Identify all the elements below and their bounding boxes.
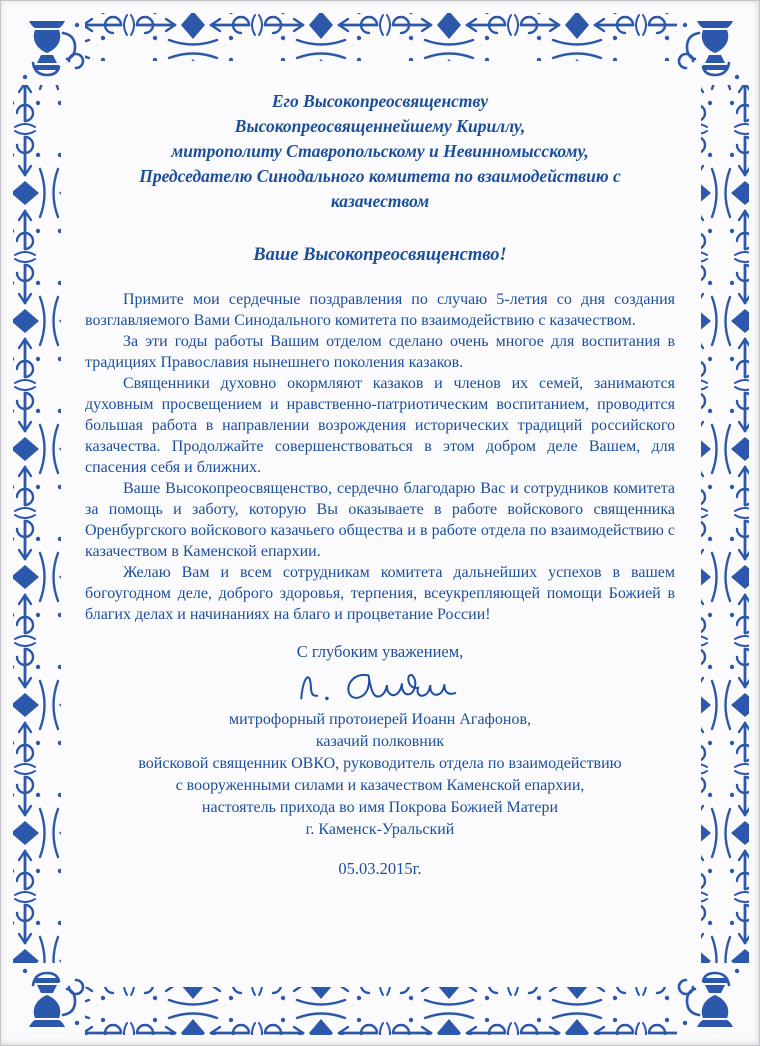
paragraph: Желаю Вам и всем сотрудникам комитета дальнейших успехов в вашем богоугодном деле, доброго здоровья, терпения, всеукрепляющей помощи Божией в благих делах и начинаниях на благо и процветание России! [85,564,675,623]
addressee-line: казачеством [330,191,430,211]
signatory-line: настоятель прихода во имя Покрова Божией Матери [201,799,559,816]
signatory-line: г. Каменск-Уральский [305,821,455,838]
salutation: Ваше Высокопреосвященство! [253,245,507,265]
letter-content [85,1,675,879]
signatory-block [85,709,675,841]
addressee-line: Его Высокопреосвященству [271,91,489,111]
signatory-line: войсковой священник ОВКО, руководитель отдела по взаимодействию [138,755,622,772]
signature-handwriting [270,663,490,709]
paragraph: Примите мои сердечные поздравления по случаю 5-летия со дня создания возглавляемого Вами Синодального комитета по взаимодействию с казачеством. [85,291,675,329]
signatory-line: казачий полковник [315,733,445,750]
paragraph: Ваше Высокопреосвященство, сердечно благодарю Вас и сотрудников комитета за помощь и заботу, которую Вы оказываете в работе войскового священника Оренбургского войскового казачьего общества и в работе отдела по взаимодействию с казачеством в Каменской епархии. [85,480,675,560]
addressee-line: митрополиту Ставропольскому и Невинномысскому, [171,141,589,161]
closing-line: С глубоким уважением, [296,642,464,661]
addressee-block [85,89,675,214]
addressee-line: Высокопреосвященнейшему Кириллу, [234,116,526,136]
paragraph: Священники духовно окормляют казаков и членов их семей, занимаются духовным просвещением и нравственно-патриотическим воспитанием, проводится большая работа в направлении возрождения исторических традиций российского казачества. Продолжайте совершенствоваться в этом добром деле Вашем, для спасения себя и ближних. [85,375,675,476]
addressee-line: Председателю Синодального комитета по взаимодействию с [139,166,621,186]
signatory-line: с вооруженными силами и казачеством Каменской епархии, [175,777,585,794]
signatory-line: митрофорный протоиерей Иоанн Агафонов, [228,711,532,728]
letter-date: 05.03.2015г. [338,859,422,878]
paragraph: За эти годы работы Вашим отделом сделано очень многое для воспитания в традициях Православия нынешнего поколения казаков. [85,333,675,371]
